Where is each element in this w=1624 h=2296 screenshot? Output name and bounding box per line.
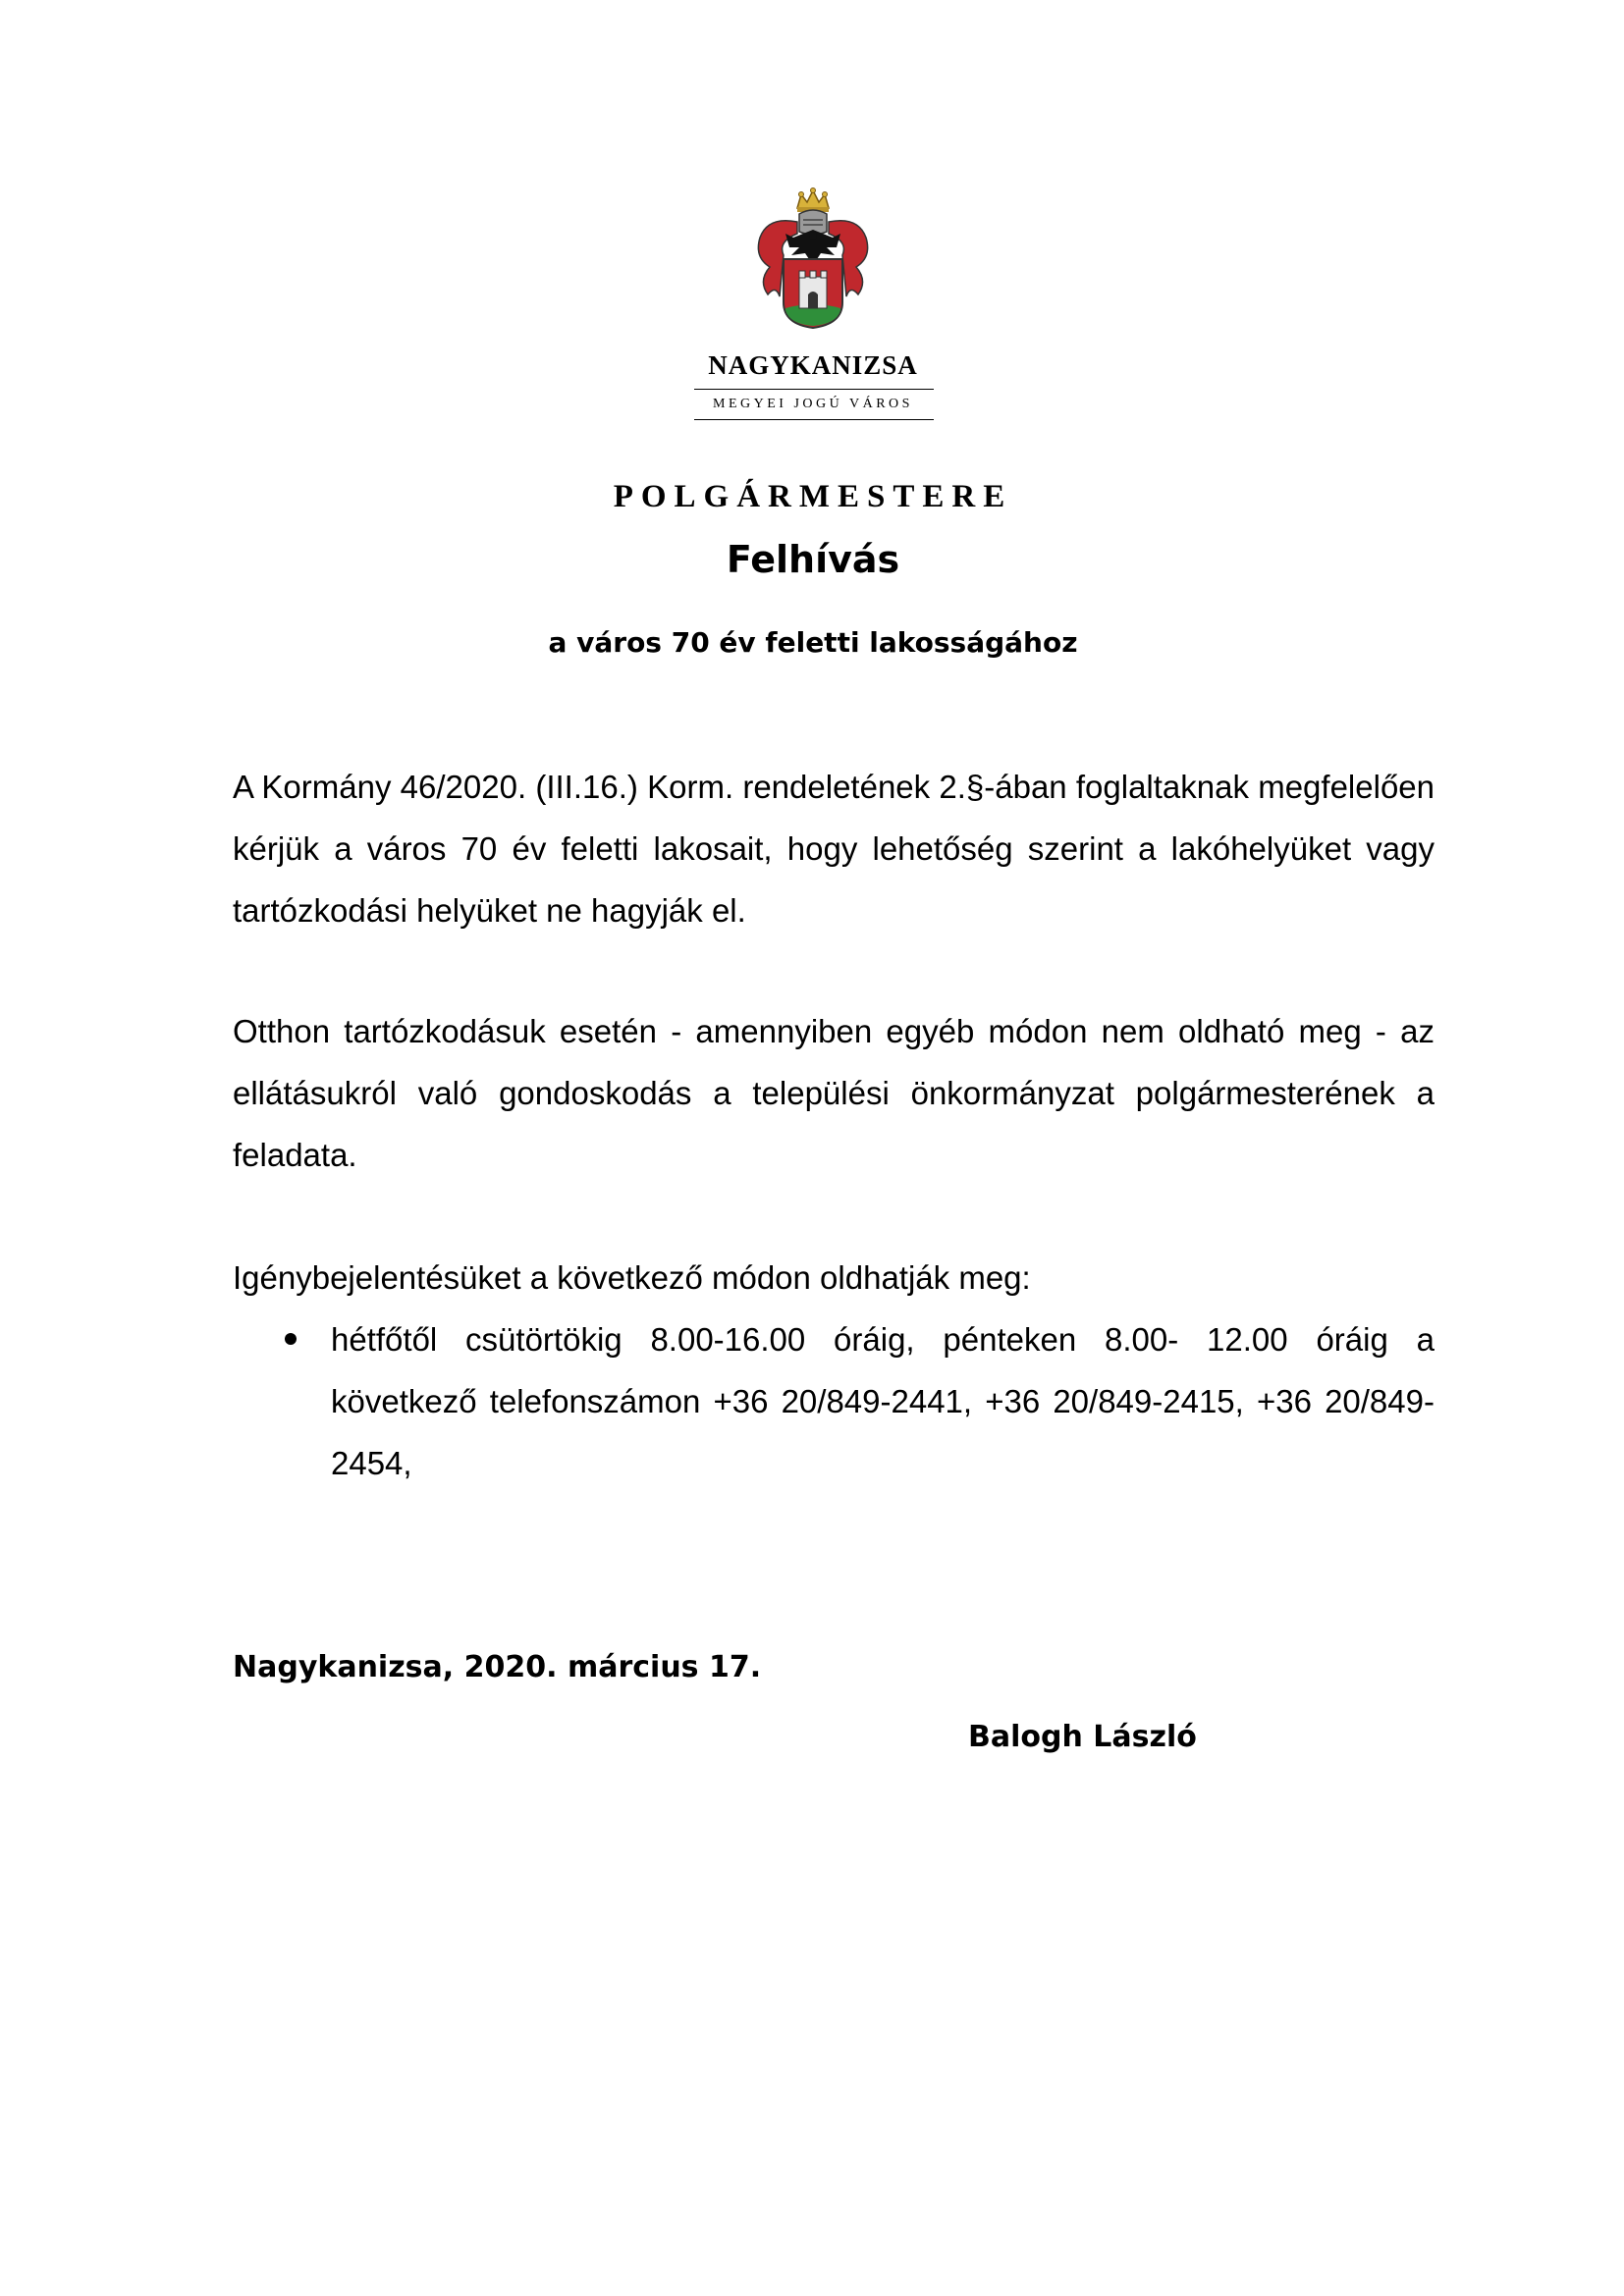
paragraph-home-care: Otthon tartózkodásuk esetén - amennyiben egyéb módon nem oldható meg - az ellátásukról való gondoskodás a települési önkormányzat polgármesterének a feladata. — [233, 1013, 1435, 1173]
header-rule-bottom — [694, 419, 934, 420]
contact-list — [233, 1308, 1435, 1494]
city-name: NAGYKANIZSA — [708, 350, 918, 380]
contact-hours-text: hétfőtől csütörtökig 8.00-16.00 óráig, pénteken 8.00- 12.00 óráig a következő telefonszámon +36 20/849-2441, +36 20/849-2415, +36 20/849-2454, — [331, 1321, 1435, 1481]
crown-icon — [797, 188, 829, 213]
city-subtitle: MEGYEI JOGÚ VÁROS — [713, 397, 913, 411]
document-title: Felhívás — [726, 538, 900, 581]
bullet-icon — [285, 1333, 297, 1345]
place-date: Nagykanizsa, 2020. március 17. — [233, 1650, 762, 1684]
document-subtitle: a város 70 év feletti lakosságához — [548, 626, 1078, 659]
coat-of-arms-icon — [746, 187, 880, 330]
paragraph-regulation: A Kormány 46/2020. (III.16.) Korm. rendeletének 2.§-ában foglaltaknak megfelelően kérjük a város 70 év feletti lakosait, hogy lehetőség szerint a lakóhelyüket vagy tartózkodási helyüket ne hagyják el. — [233, 769, 1435, 929]
signatory-name: Balogh László — [968, 1720, 1197, 1754]
shield-icon — [784, 259, 842, 328]
office-heading: POLGÁRMESTERE — [613, 479, 1013, 514]
paragraph-request-intro: Igénybejelentésüket a következő módon oldhatják meg: — [233, 1259, 1031, 1296]
header-rule-top — [694, 389, 934, 390]
list-item — [233, 1308, 1435, 1494]
